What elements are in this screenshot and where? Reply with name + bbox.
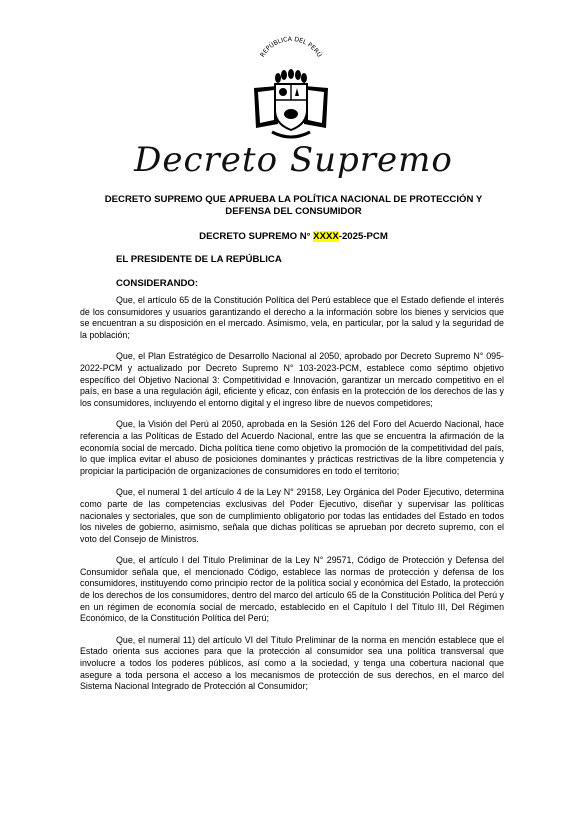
decree-number [0, 231, 587, 242]
considerando-heading: CONSIDERANDO: [116, 278, 199, 289]
paragraph: Que, el artículo 65 de la Constitución Política del Perú establece que el Estado defiende el interés de los consumidores y usuarios garantizando el derecho a la información sobre los bienes y servicios que se encuentran a su disposición en el mercado. Asimismo, vela, en particular, por la salud y la seguridad de la población; [80, 295, 504, 340]
decree-number-suffix: -2025-PCM [338, 231, 388, 242]
decree-number-highlight: XXXX [313, 231, 339, 242]
decree-number-prefix: DECRETO SUPREMO N° [199, 231, 314, 242]
document-title: DECRETO SUPREMO QUE APRUEBA LA POLÍTICA NACIONAL DE PROTECCIÓN Y DEFENSA DEL CONSUMIDOR [104, 194, 483, 217]
coat-of-arms-seal [248, 28, 334, 142]
svg-text:REPÚBLICA DEL PERÚ: REPÚBLICA DEL PERÚ [259, 35, 323, 59]
paragraph: Que, el artículo I del Título Preliminar de la Ley N° 29571, Código de Protección y Defensa del Consumidor señala que, el mencionado Código, establece las normas de protección y defensa de los consumidores, instituyendo como principio rector de la política social y económica del Estado, la protección de los derechos de los consumidores, dentro del marco del artículo 65 de la Constitución Política del Perú y en un régimen de economía social de mercado, establecido en el Capítulo I del Título III, Del Régimen Económico, de la Constitución Política del Perú; [80, 555, 504, 624]
paragraph: Que, el Plan Estratégico de Desarrollo Nacional al 2050, aprobado por Decreto Supremo N° 095-2022-PCM y actualizado por Decreto Supremo N° 103-2023-PCM, establece como séptimo objetivo específico del Objetivo Nacional 3: Competitividad e Innovación, garantizar un mercado competitivo en el país, en base a una regulación ágil, eficiente y eficaz, con énfasis en la protección de los derechos de las y los consumidores, incluyendo el entorno digital y el ingreso libre de nuevos competidores; [80, 351, 504, 408]
decreto-supremo-header: Decreto Supremo [134, 140, 453, 180]
document-body [80, 295, 504, 703]
president-heading: EL PRESIDENTE DE LA REPÚBLICA [116, 254, 282, 265]
paragraph: Que, el numeral 11) del artículo VI del Título Preliminar de la norma en mención establece que el Estado orienta sus acciones para que la protección al consumidor sea una política transversal que involucre a todos los poderes públicos, así como a la sociedad, y tenga una cobertura nacional que asegure a toda persona el acceso a los mecanismos de protección de sus derechos, en el marco del Sistema Nacional Integrado de Protección al Consumidor; [80, 634, 504, 692]
paragraph: Que, la Visión del Perú al 2050, aprobada en la Sesión 126 del Foro del Acuerdo Nacional, hace referencia a las Políticas de Estado del Acuerdo Nacional, entre las que se encuentra la afirmación de la economía social de mercado. Dicha política tiene como objetivo la promoción de la competitividad del país, lo que implica evitar el abuso de posiciones dominantes y prácticas restrictivas de la libre competencia y propiciar la participación de organizaciones de consumidores en todo el territorio; [80, 419, 504, 476]
paragraph: Que, el numeral 1 del artículo 4 de la Ley N° 29158, Ley Orgánica del Poder Ejecutivo, determina como parte de las competencias exclusivas del Poder Ejecutivo, diseñar y supervisar las políticas nacionales y sectoriales, que son de cumplimiento obligatorio por todas las entidades del Estado en todos los niveles de gobierno, asimismo, señala que dichas políticas se aprueban por decreto supremo, con el voto del Consejo de Ministros. [80, 487, 504, 544]
